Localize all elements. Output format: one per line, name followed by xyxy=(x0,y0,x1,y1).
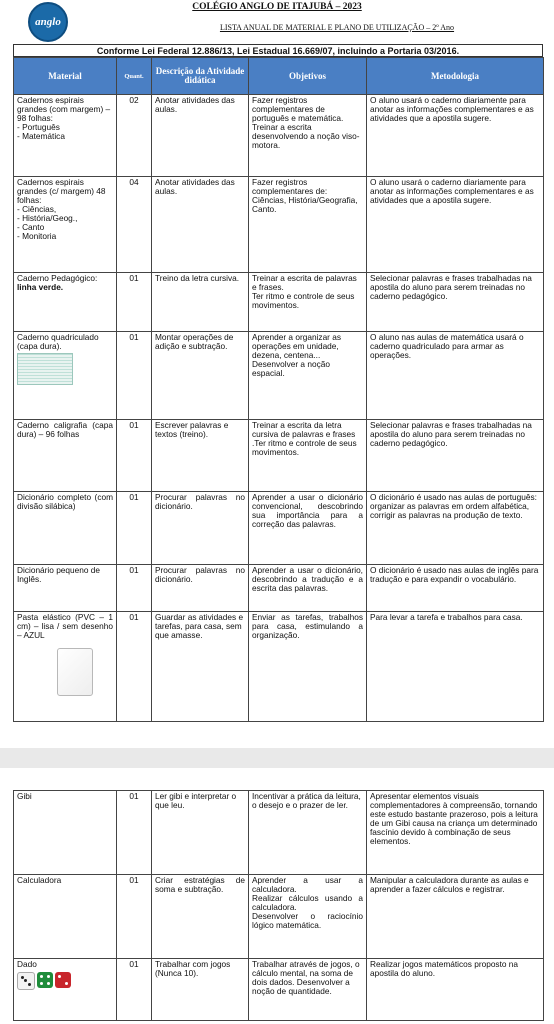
table-row xyxy=(14,791,544,875)
table-row xyxy=(14,959,544,1021)
col-header-material: Material xyxy=(14,58,117,95)
table-row xyxy=(14,95,544,177)
table-row xyxy=(14,612,544,722)
metodologia-cell: O dicionário é usado nas aulas de inglês para tradução e para expandir o vocabulário. xyxy=(367,565,544,612)
objetivos-cell: Aprender a organizar as operações em unidade, dezena, centena... Desenvolver a noção espacial. xyxy=(249,332,367,420)
table-row xyxy=(14,177,544,273)
material-table xyxy=(13,57,544,722)
material-text: Pasta elástico (PVC – 1 cm) – lisa / sem desenho – AZUL xyxy=(17,612,113,640)
quant-cell: 01 xyxy=(117,273,152,332)
objetivos-cell: Aprender a usar o dicionário, descobrindo a tradução e a escrita das palavras. xyxy=(249,565,367,612)
atividade-cell: Anotar atividades das aulas. xyxy=(152,177,249,273)
document-page-2 xyxy=(0,768,554,1024)
objetivos-cell: Enviar as tarefas, trabalhos para casa, estimulando a organização. xyxy=(249,612,367,722)
red-die-icon xyxy=(55,972,71,988)
objetivos-cell: Treinar a escrita da letra cursiva de palavras e frases .Ter ritmo e controle de seus movimentos. xyxy=(249,420,367,492)
school-name: COLÉGIO ANGLO DE ITAJUBÁ – 2023 xyxy=(192,2,362,12)
quant-cell: 01 xyxy=(117,959,152,1021)
atividade-cell: Anotar atividades das aulas. xyxy=(152,95,249,177)
quant-cell: 01 xyxy=(117,332,152,420)
table-row xyxy=(14,565,544,612)
table-row xyxy=(14,332,544,420)
quant-cell: 01 xyxy=(117,565,152,612)
atividade-cell: Procurar palavras no dicionário. xyxy=(152,492,249,565)
material-text: Caderno quadriculado (capa dura). xyxy=(17,332,99,351)
quant-cell: 01 xyxy=(117,875,152,959)
table-row xyxy=(14,273,544,332)
metodologia-cell: O aluno usará o caderno diariamente para anotar as informações complementares e as atividades que a apostila sugere. xyxy=(367,95,544,177)
document-header xyxy=(0,0,554,42)
material-cell: Cadernos espirais grandes (com margem) – 98 folhas: - Português - Matemática xyxy=(14,95,117,177)
atividade-cell: Escrever palavras e textos (treino). xyxy=(152,420,249,492)
col-header-objetivos: Objetivos xyxy=(249,58,367,95)
objetivos-cell: Treinar a escrita de palavras e frases. Ter ritmo e controle de seus movimentos. xyxy=(249,273,367,332)
dice-image xyxy=(17,972,113,990)
metodologia-cell: O aluno nas aulas de matemática usará o caderno quadriculado para armar as operações. xyxy=(367,332,544,420)
material-cell xyxy=(14,332,117,420)
material-cell xyxy=(14,959,117,1021)
material-cell: Calculadora xyxy=(14,875,117,959)
objetivos-cell: Trabalhar através de jogos, o cálculo mental, na soma de dois dados. Desenvolver a noção de quantidade. xyxy=(249,959,367,1021)
atividade-cell: Criar estratégias de soma e subtração. xyxy=(152,875,249,959)
col-header-atividade: Descrição da Atividade didática xyxy=(152,58,249,95)
quant-cell: 04 xyxy=(117,177,152,273)
material-text: Dado xyxy=(17,959,37,969)
law-reference: Conforme Lei Federal 12.886/13, Lei Estadual 16.669/07, incluindo a Portaria 03/2016. xyxy=(13,44,543,57)
material-cell: Gibi xyxy=(14,791,117,875)
metodologia-cell: Selecionar palavras e frases trabalhadas na apostila do aluno para serem treinadas no caderno pedagógico. xyxy=(367,273,544,332)
metodologia-cell: O aluno usará o caderno diariamente para anotar as informações complementares e as atividades que a apostila sugere. xyxy=(367,177,544,273)
objetivos-cell: Aprender a usar o dicionário convencional, descobrindo sua importância para a correção das palavras. xyxy=(249,492,367,565)
grid-notebook-image xyxy=(17,353,73,385)
material-text: Caderno Pedagógico: xyxy=(17,273,98,283)
metodologia-cell: Manipular a calculadora durante as aulas e aprender a fazer cálculos e registrar. xyxy=(367,875,544,959)
material-cell: Dicionário pequeno de Inglês. xyxy=(14,565,117,612)
atividade-cell: Treino da letra cursiva. xyxy=(152,273,249,332)
table-row xyxy=(14,875,544,959)
material-table-continued xyxy=(13,790,544,1021)
quant-cell: 01 xyxy=(117,612,152,722)
material-cell xyxy=(14,612,117,722)
metodologia-cell: Realizar jogos matemáticos proposto na apostila do aluno. xyxy=(367,959,544,1021)
objetivos-cell: Fazer registros complementares de: Ciências, História/Geografia, Canto. xyxy=(249,177,367,273)
metodologia-cell: Selecionar palavras e frases trabalhadas na apostila do aluno para serem treinadas no caderno pedagógico. xyxy=(367,420,544,492)
objetivos-cell: Incentivar a prática da leitura, o desejo e o prazer de ler. xyxy=(249,791,367,875)
quant-cell: 01 xyxy=(117,492,152,565)
metodologia-cell: O dicionário é usado nas aulas de português: organizar as palavras em ordem alfabética, corrigir as palavras na produção de texto. xyxy=(367,492,544,565)
atividade-cell: Guardar as atividades e tarefas, para casa, sem que amasse. xyxy=(152,612,249,722)
metodologia-cell: Apresentar elementos visuais complementadores à compreensão, tornando este estudo bastante prazeroso, pois a leitura de um Gibi causa na criança um determinado fascínio devido à combinação de seus elementos. xyxy=(367,791,544,875)
table-row xyxy=(14,492,544,565)
objetivos-cell: Aprender a usar a calculadora. Realizar cálculos usando a calculadora. Desenvolver o raciocínio lógico matemática. xyxy=(249,875,367,959)
atividade-cell: Trabalhar com jogos (Nunca 10). xyxy=(152,959,249,1021)
white-die-icon xyxy=(17,972,35,990)
quant-cell: 02 xyxy=(117,95,152,177)
atividade-cell: Procurar palavras no dicionário. xyxy=(152,565,249,612)
metodologia-cell: Para levar a tarefa e trabalhos para casa. xyxy=(367,612,544,722)
quant-cell: 01 xyxy=(117,420,152,492)
folder-image xyxy=(57,648,93,696)
col-header-quant: Quant. xyxy=(117,58,152,95)
green-die-icon xyxy=(37,972,53,988)
table-row xyxy=(14,420,544,492)
atividade-cell: Ler gibi e interpretar o que leu. xyxy=(152,791,249,875)
list-title: LISTA ANUAL DE MATERIAL E PLANO DE UTILIZAÇÃO – 2º Ano xyxy=(219,23,455,32)
objetivos-cell: Fazer registros complementares de português e matemática. Treinar a escrita desenvolvendo a noção viso-motora. xyxy=(249,95,367,177)
material-cell: Caderno caligrafia (capa dura) – 96 folhas xyxy=(14,420,117,492)
atividade-cell: Montar operações de adição e subtração. xyxy=(152,332,249,420)
quant-cell: 01 xyxy=(117,791,152,875)
logo-text: anglo xyxy=(35,16,61,28)
material-bold-text: linha verde. xyxy=(17,282,64,292)
col-header-metodologia: Metodologia xyxy=(367,58,544,95)
material-cell: Cadernos espirais grandes (c/ margem) 48 folhas: - Ciências, - História/Geog., - Canto - Monitoria xyxy=(14,177,117,273)
material-cell xyxy=(14,273,117,332)
material-cell: Dicionário completo (com divisão silábica) xyxy=(14,492,117,565)
